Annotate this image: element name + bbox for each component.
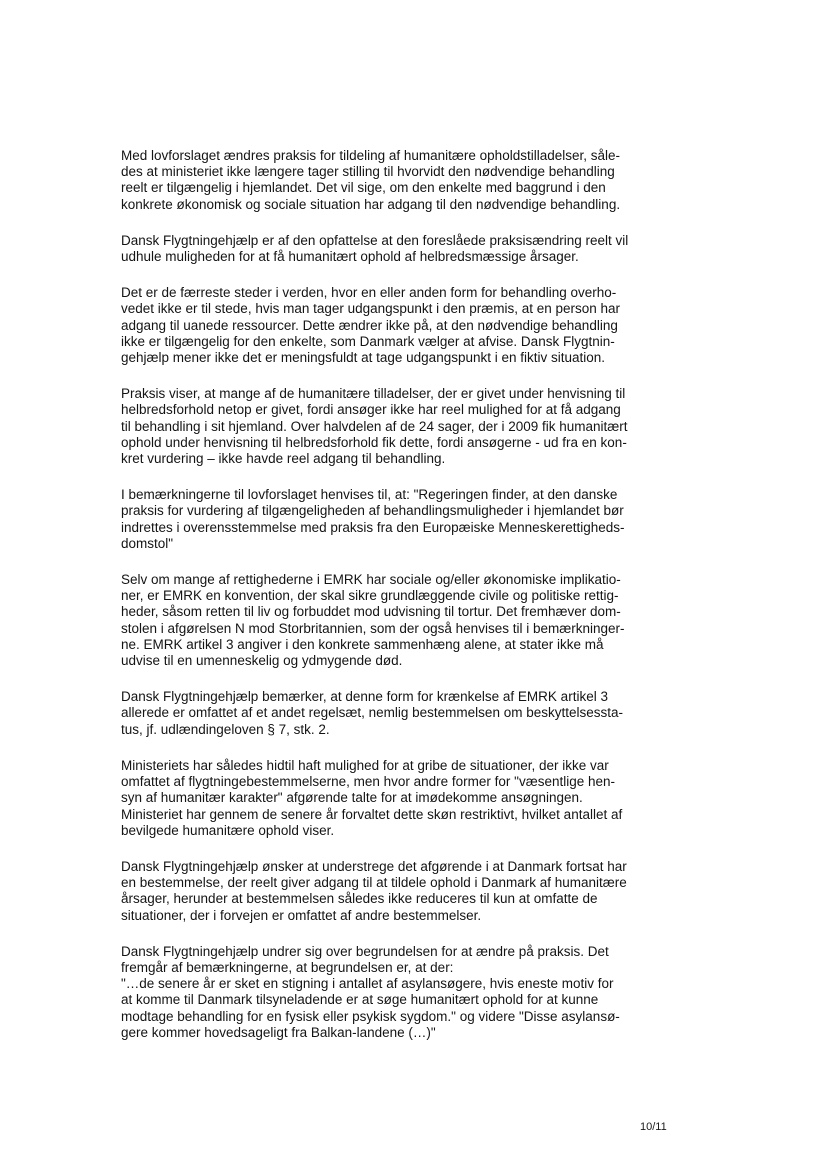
paragraph-3: Det er de færreste steder i verden, hvor en eller anden form for behandling overho- vedet ikke er til stede, hvis man tager udgangspunkt i den præmis, at en person har adgang til uanede ressourcer. Dette ændrer ikke på, at den nødvendige behandling ikke er tilgængelig for den enkelte, som Danmark vælger at afvise. Dansk Flygtnin- gehjælp mener ikke det er meningsfuldt at tage udgangspunkt i en fiktiv situation. — [121, 285, 621, 366]
body-text — [121, 148, 681, 1061]
paragraph-4: Praksis viser, at mange af de humanitære tilladelser, der er givet under henvisning til helbredsforhold netop er givet, fordi ansøger ikke har reel mulighed for at få adgang til behandling i sit hjemland. Over halvdelen af de 24 sager, der i 2009 fik humanitært ophold under henvisning til helbredsforhold fik dette, fordi ansøgerne - ud fra en kon- kret vurdering – ikke havde reel adgang til behandling. — [121, 386, 628, 467]
paragraph-10: Dansk Flygtningehjælp undrer sig over begrundelsen for at ændre på praksis. Det fremgår af bemærkningerne, at begrundelsen er, at der: "…de senere år er sket en stigning i antallet af asylansøgere, hvis eneste motiv for at komme til Danmark tilsyneladende er at søge humanitært ophold for at kunne modtage behandling for en fysisk eller psykisk sygdom." og videre "Disse asylansø- gere kommer hovedsageligt fra Balkan-landene (…)" — [121, 943, 620, 1040]
paragraph-9: Dansk Flygtningehjælp ønsker at understrege det afgørende i at Danmark fortsat har en bestemmelse, der reelt giver adgang til at tildele ophold i Danmark af humanitære årsager, herunder at bestemmelsen således ikke reduceres til kun at omfatte de situationer, der i forvejen er omfattet af andre bestemmelser. — [121, 858, 627, 923]
paragraph-2: Dansk Flygtningehjælp er af den opfattelse at den foreslåede praksisændring reelt vil udhule muligheden for at få humanitært ophold af helbredsmæssige årsager. — [121, 232, 629, 265]
paragraph-5: I bemærkningerne til lovforslaget henvises til, at: "Regeringen finder, at den danske praksis for vurdering af tilgængeligheden af behandlingsmuligheder i hjemlandet bør indrettes i overensstemmelse med praksis fra den Europæiske Menneskerettigheds- domstol" — [121, 487, 625, 551]
page-number: 10/11 — [640, 1121, 667, 1133]
paragraph-1: Med lovforslaget ændres praksis for tildeling af humanitære opholdstilladelser, såle- des at ministeriet ikke længere tager stilling til hvorvidt den nødvendige behandling reelt er tilgængelig i hjemlandet. Det vil sige, om den enkelte med baggrund i den konkrete økonomisk og sociale situation har adgang til den nødvendige behandling. — [121, 148, 621, 212]
paragraph-8: Ministeriets har således hidtil haft mulighed for at gribe de situationer, der ikke var omfattet af flygtningebestemmelserne, men hvor andre former for "væsentlige hen- syn af humanitær karakter" afgørende talte for at imødekomme ansøgningen. Ministeriet har gennem de senere år forvaltet dette skøn restriktivt, hvilket antallet af bevilgede humanitære ophold viser. — [121, 757, 623, 838]
paragraph-7: Dansk Flygtningehjælp bemærker, at denne form for krænkelse af EMRK artikel 3 allerede er omfattet af et andet regelsæt, nemlig bestemmelsen om beskyttelsessta- tus, jf. udlændingeloven § 7, stk. 2. — [121, 689, 623, 737]
paragraph-6: Selv om mange af rettighederne i EMRK har sociale og/eller økonomiske implikatio- ner, er EMRK en konvention, der skal sikre grundlæggende civile og politiske rettig- heder, såsom retten til liv og forbuddet mod udvisning til tortur. Det fremhæver dom- stolen i afgørelsen N mod Storbritannien, som der også henvises til i bemærkninger- ne. EMRK artikel 3 angiver i den konkrete sammenhæng alene, at stater ikke må udvise til en umenneskelig og ydmygende død. — [121, 572, 625, 669]
